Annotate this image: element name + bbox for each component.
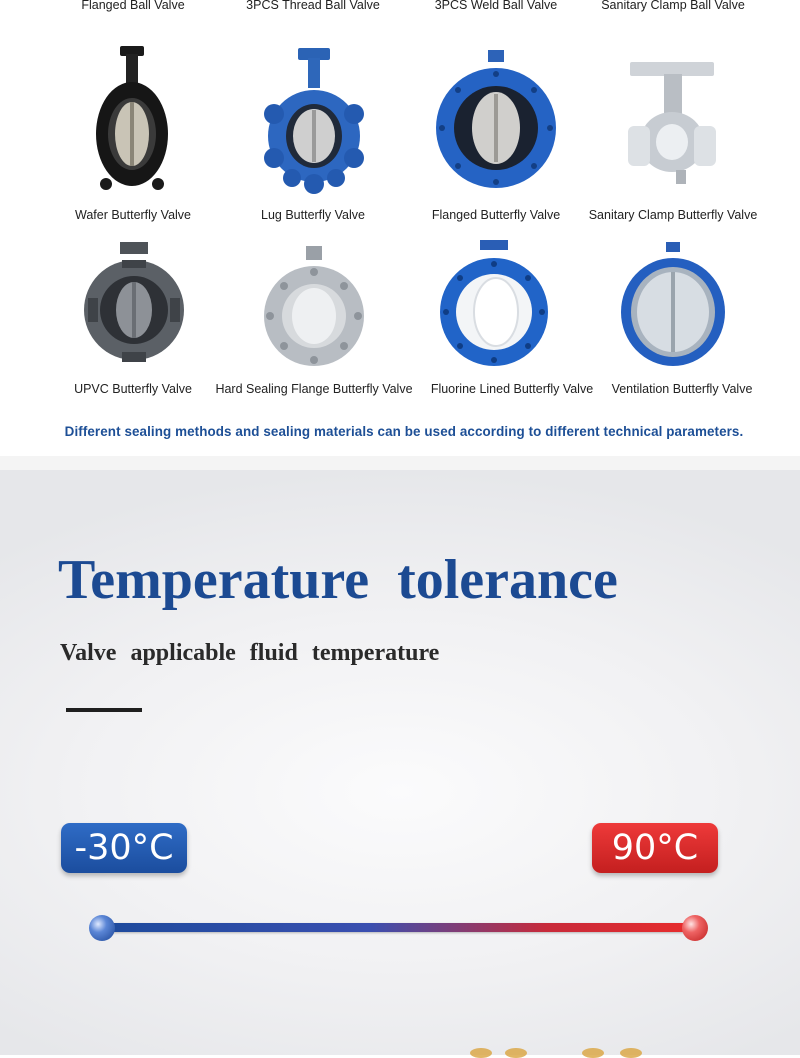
temperature-tolerance-section bbox=[0, 470, 800, 1055]
decorative-fitting bbox=[470, 1048, 492, 1058]
caption-sanitary-clamp-ball-valve: Sanitary Clamp Ball Valve bbox=[601, 0, 745, 12]
max-temperature-badge: 90°C bbox=[592, 823, 718, 873]
section-subtitle: Valve applicable fluid temperature bbox=[60, 640, 440, 666]
decorative-fitting bbox=[505, 1048, 527, 1058]
caption-hard-sealing-flange-butterfly-valve: Hard Sealing Flange Butterfly Valve bbox=[215, 382, 413, 396]
temperature-range-bar bbox=[103, 923, 695, 932]
min-temperature-badge: -30°C bbox=[61, 823, 187, 873]
max-temperature-knob bbox=[682, 915, 708, 941]
upvc-butterfly-valve-image bbox=[84, 242, 184, 366]
decorative-fitting bbox=[620, 1048, 642, 1058]
sealing-methods-note: Different sealing methods and sealing materials can be used according to different technical parameters. bbox=[64, 424, 744, 439]
hard-sealing-flange-butterfly-valve-image bbox=[262, 246, 366, 370]
section-title: Temperature tolerance bbox=[58, 549, 618, 611]
ventilation-butterfly-valve-image bbox=[618, 242, 728, 368]
title-underline bbox=[66, 708, 142, 712]
caption-3pcs-weld-ball-valve: 3PCS Weld Ball Valve bbox=[434, 0, 558, 12]
min-temperature-knob bbox=[89, 915, 115, 941]
caption-wafer-butterfly-valve: Wafer Butterfly Valve bbox=[74, 208, 191, 222]
caption-flanged-ball-valve: Flanged Ball Valve bbox=[81, 0, 185, 12]
caption-fluorine-lined-butterfly-valve: Fluorine Lined Butterfly Valve bbox=[430, 382, 594, 396]
flanged-butterfly-valve-image bbox=[434, 50, 558, 190]
caption-upvc-butterfly-valve: UPVC Butterfly Valve bbox=[74, 382, 192, 396]
caption-lug-butterfly-valve: Lug Butterfly Valve bbox=[261, 208, 365, 222]
section-divider bbox=[0, 456, 800, 470]
wafer-butterfly-valve-image bbox=[90, 42, 174, 192]
lug-butterfly-valve-image bbox=[264, 44, 364, 194]
decorative-fitting bbox=[582, 1048, 604, 1058]
caption-ventilation-butterfly-valve: Ventilation Butterfly Valve bbox=[611, 382, 753, 396]
caption-sanitary-clamp-butterfly-valve: Sanitary Clamp Butterfly Valve bbox=[588, 208, 758, 222]
fluorine-lined-butterfly-valve-image bbox=[436, 240, 552, 370]
sanitary-clamp-ball-valve-image bbox=[624, 46, 720, 186]
caption-3pcs-thread-ball-valve: 3PCS Thread Ball Valve bbox=[246, 0, 380, 12]
valve-catalog bbox=[0, 0, 800, 456]
caption-flanged-butterfly-valve: Flanged Butterfly Valve bbox=[431, 208, 561, 222]
